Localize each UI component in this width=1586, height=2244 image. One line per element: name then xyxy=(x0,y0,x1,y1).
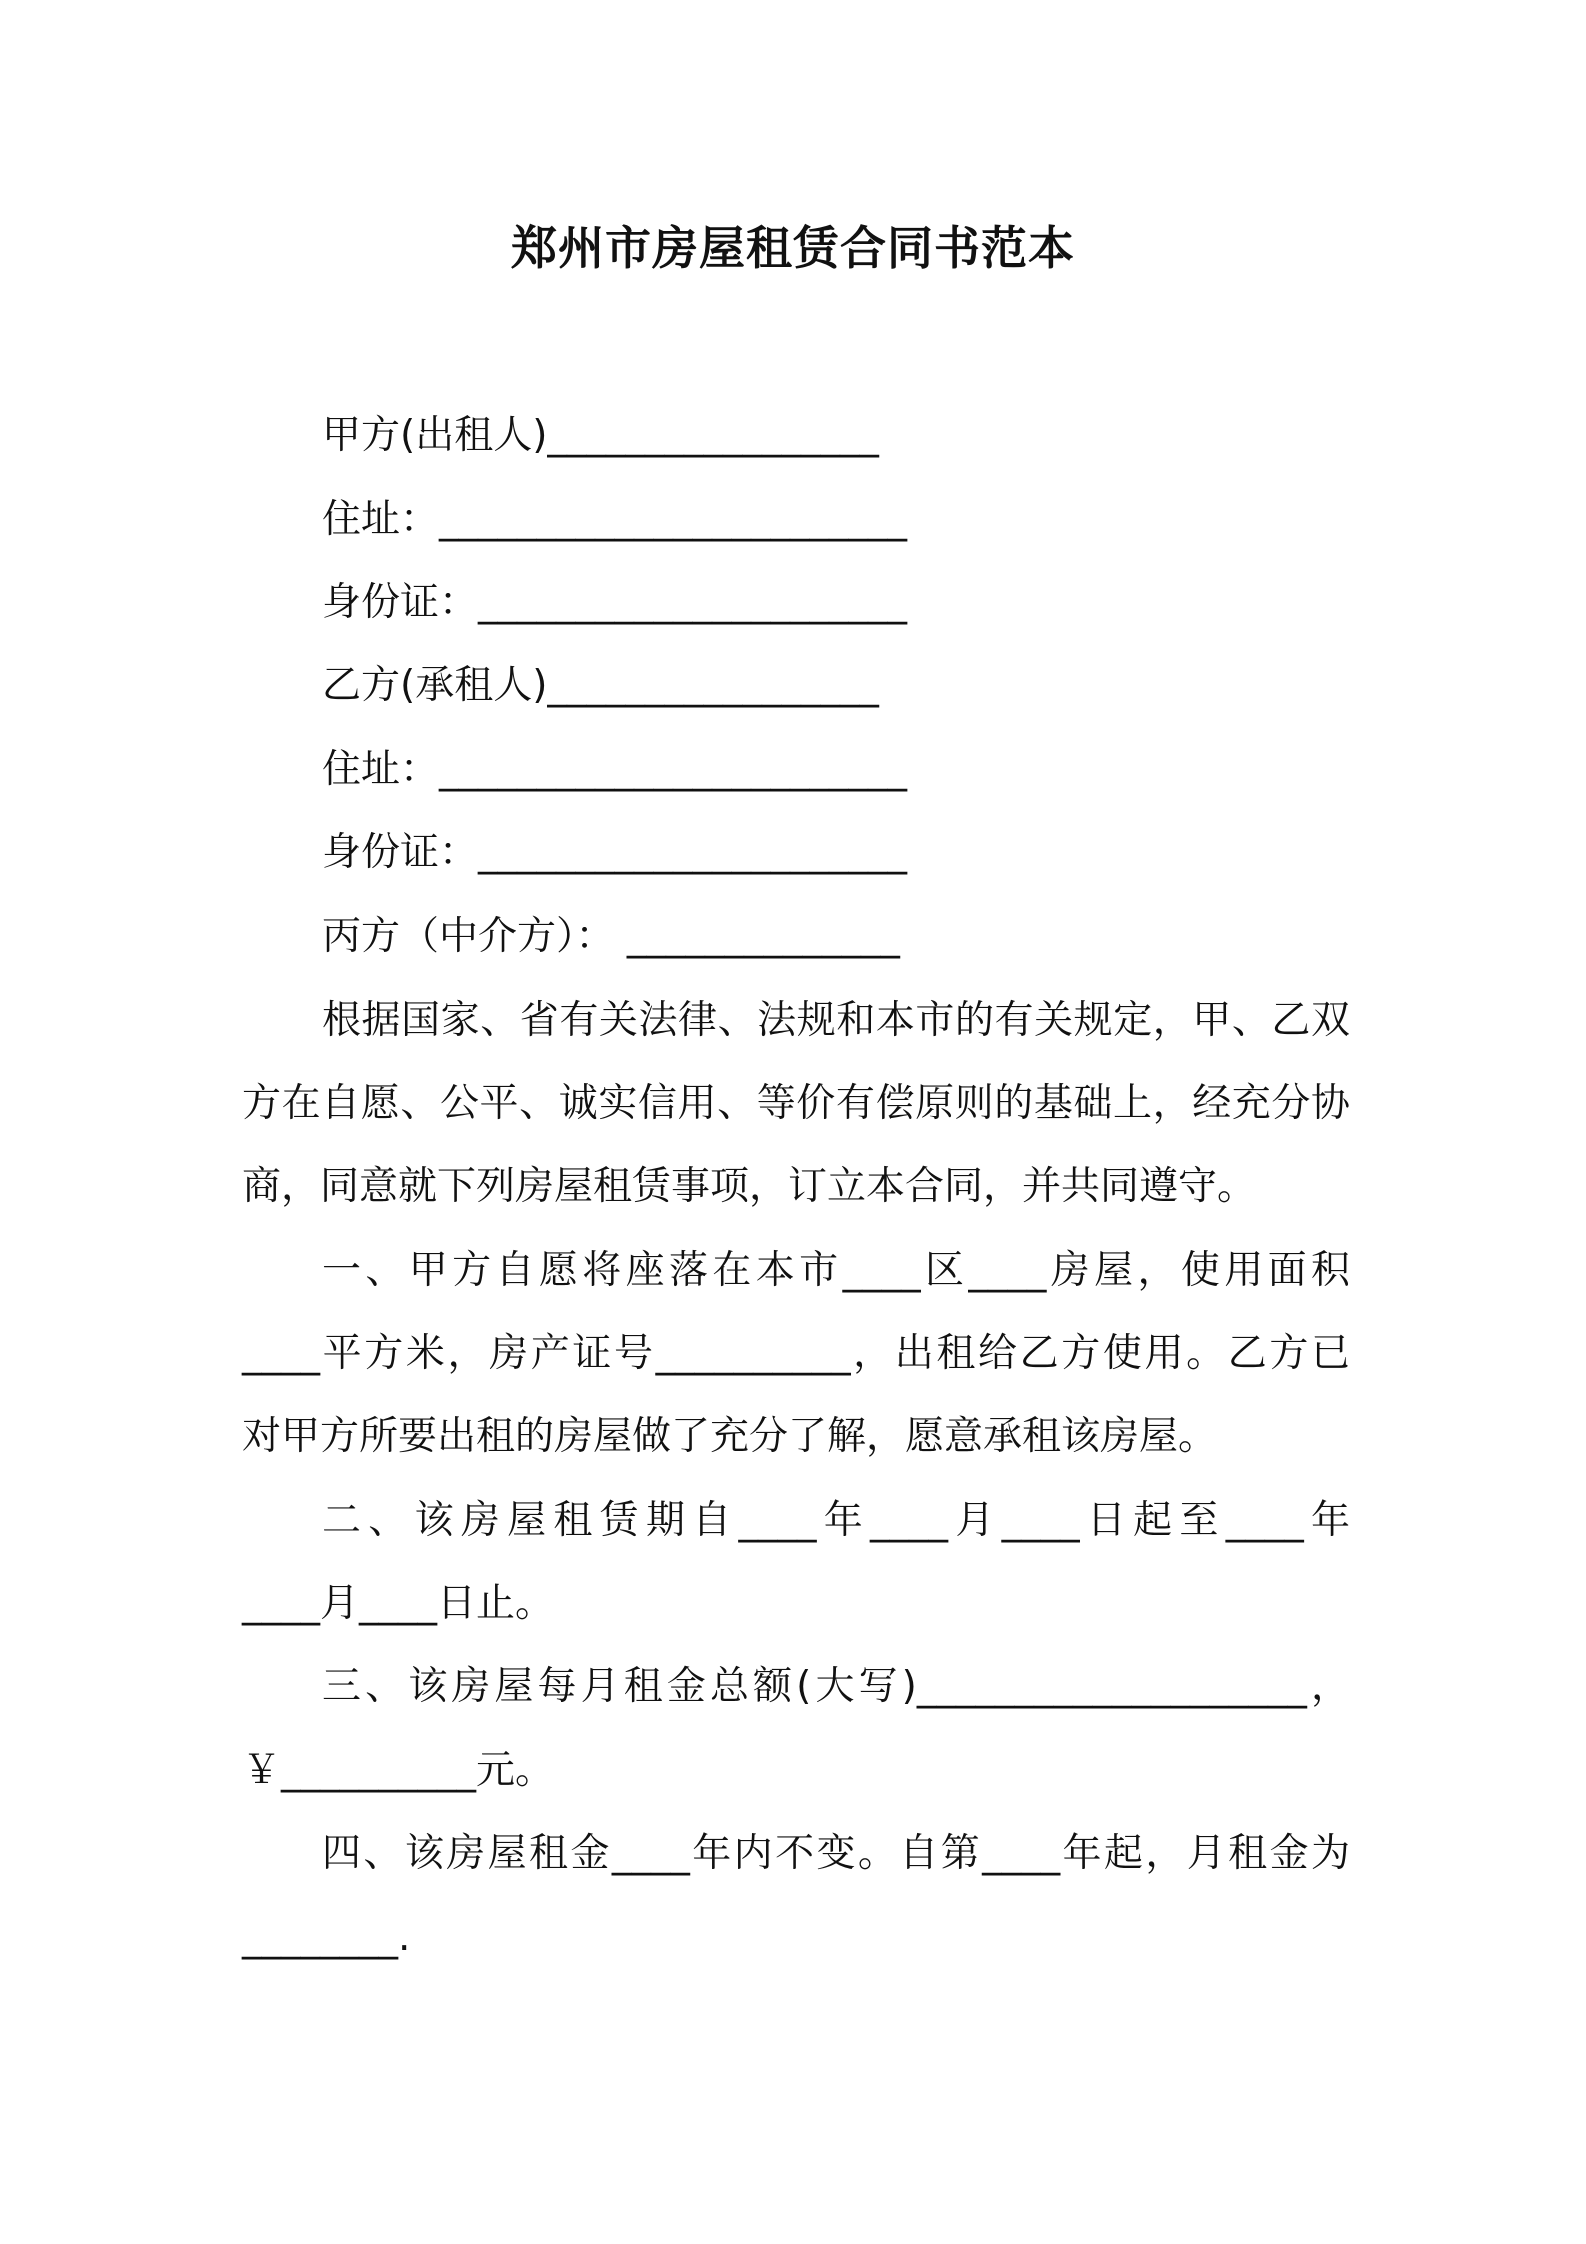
party-b-id-line: 身份证：______________________ xyxy=(322,830,908,875)
party-c-line: 丙方（中介方）： ______________ xyxy=(322,914,900,959)
clause-1-line-3: 对甲方所要出租的房屋做了充分了解，愿意承租该房屋。 xyxy=(242,1414,1218,1459)
party-b-line: 乙方(承租人)_________________ xyxy=(322,663,879,708)
clause-3-line-2: ￥__________元。 xyxy=(242,1748,555,1793)
clause-3-line-1: 三、该房屋每月租金总额(大写)____________________， xyxy=(322,1664,1350,1709)
party-a-id-line: 身份证：______________________ xyxy=(322,580,908,625)
clause-4-line-1: 四、该房屋租金____年内不变。自第____年起，月租金为 xyxy=(322,1831,1350,1876)
clause-4-line-2: ________. xyxy=(242,1915,411,1960)
clause-1-line-2: ____平方米，房产证号__________，出租给乙方使用。乙方已 xyxy=(242,1331,1350,1376)
party-a-line: 甲方(出租人)_________________ xyxy=(322,413,879,458)
document-title: 郑州市房屋租赁合同书范本 xyxy=(511,221,1075,275)
clause-2-line-1: 二、该房屋租赁期自____年____月____日起至____年 xyxy=(322,1498,1350,1543)
clause-2-line-2: ____月____日止。 xyxy=(242,1581,555,1626)
preamble-line-3: 商，同意就下列房屋租赁事项，订立本合同，并共同遵守。 xyxy=(242,1164,1257,1209)
party-b-address-line: 住址：________________________ xyxy=(322,747,908,792)
preamble-line-2: 方在自愿、公平、诚实信用、等价有偿原则的基础上，经充分协 xyxy=(242,1081,1350,1126)
clause-1-line-1: 一、甲方自愿将座落在本市____区____房屋，使用面积 xyxy=(322,1248,1350,1293)
preamble-line-1: 根据国家、省有关法律、法规和本市的有关规定，甲、乙双 xyxy=(322,998,1350,1043)
party-a-address-line: 住址：________________________ xyxy=(322,497,908,542)
